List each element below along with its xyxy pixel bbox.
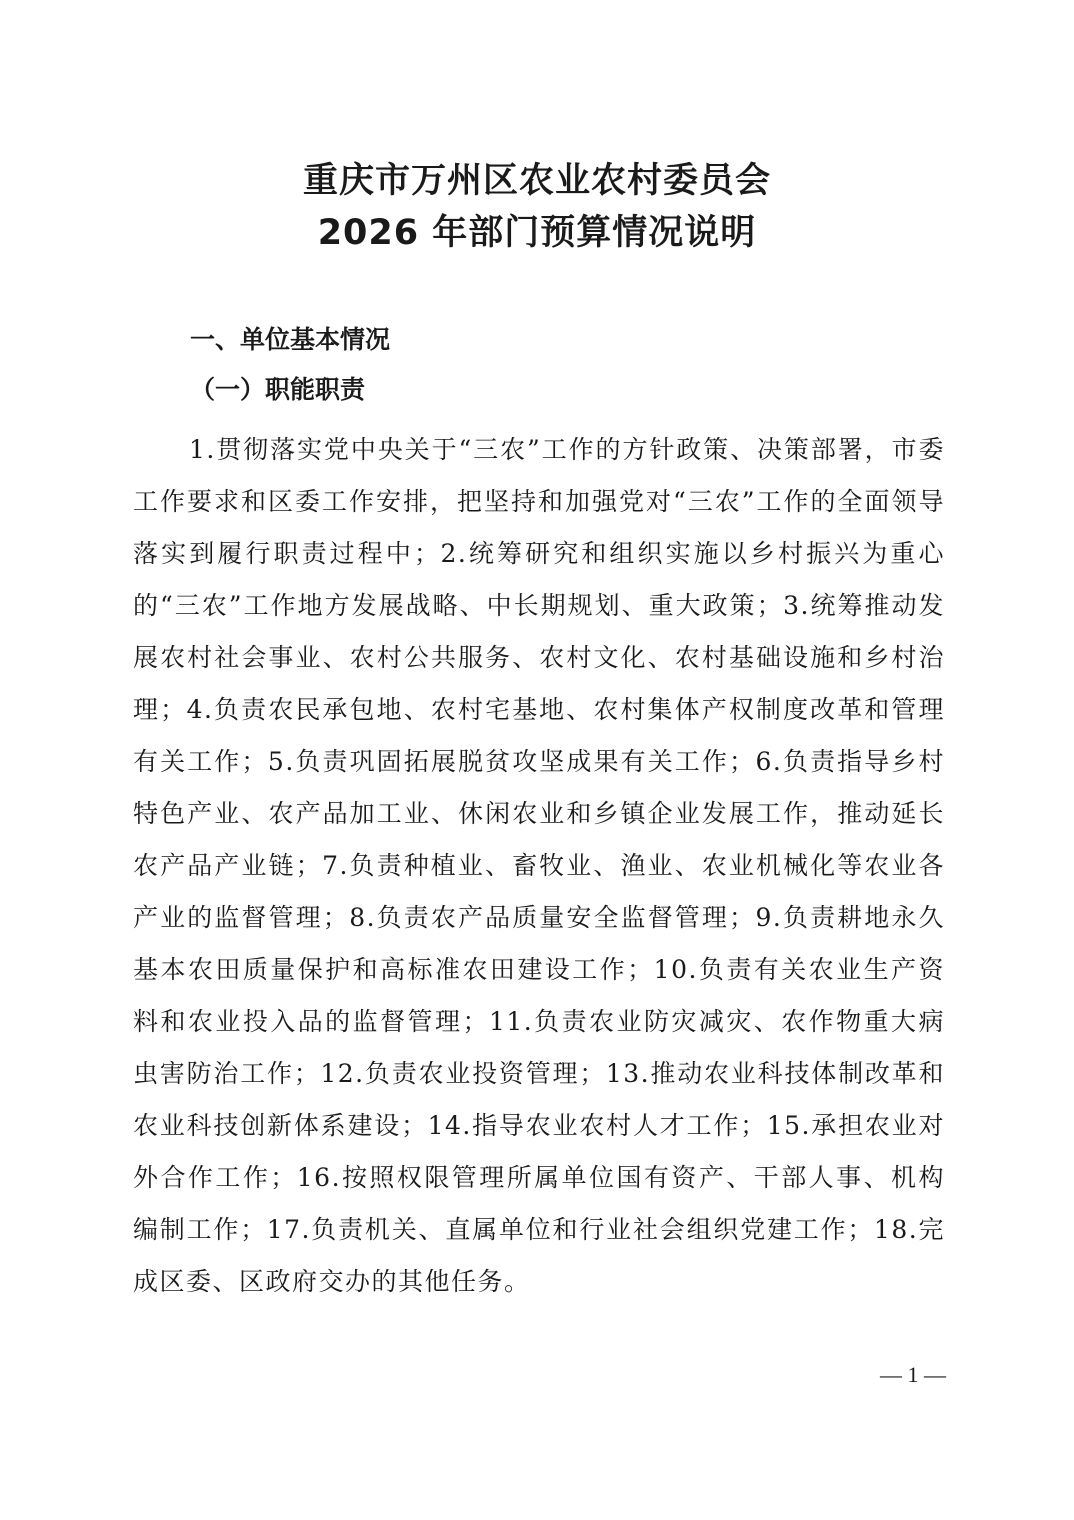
section-heading: 一、单位基本情况 [190, 325, 391, 354]
responsibilities-paragraph: 1.贯彻落实党中央关于“三农”工作的方针政策、决策部署，市委工作要求和区委工作安排，把坚持和加强党对“三农”工作的全面领导落实到履行职责过程中；2.统筹研究和组织实施以乡村振兴为重心的“三农”工作地方发展战略、中长期规划、重大政策；3.统筹推动发展农村社会事业、农村公共服务、农村文化、农村基础设施和乡村治理；4.负责农民承包地、农村宅基地、农村集体产权制度改革和管理有关工作；5.负责巩固拓展脱贫攻坚成果有关工作；6.负责指导乡村特色产业、农产品加工业、休闲农业和乡镇企业发展工作，推动延长农产品产业链；7.负责种植业、畜牧业、渔业、农业机械化等农业各产业的监督管理；8.负责农产品质量安全监督管理；9.负责耕地永久基本农田质量保护和高标准农田建设工作；10.负责有关农业生产资料和农业投入品的监督管理；11.负责农业防灾减灾、农作物重大病虫害防治工作；12.负责农业投资管理；13.推动农业科技体制改革和农业科技创新体系建设；14.指导农业农村人才工作；15.承担农业对外合作工作；16.按照权限管理所属单位国有资产、干部人事、机构编制工作；17.负责机关、直属单位和行业社会组织党建工作；18.完成区委、区政府交办的其他任务。 [133, 435, 945, 1296]
document-title-line2: 2026 年部门预算情况说明 [317, 213, 757, 253]
subsection-heading: （一）职能职责 [190, 375, 366, 404]
document-title-line1: 重庆市万州区农业农村委员会 [302, 161, 771, 201]
page-number: — 1 — [880, 1362, 946, 1387]
